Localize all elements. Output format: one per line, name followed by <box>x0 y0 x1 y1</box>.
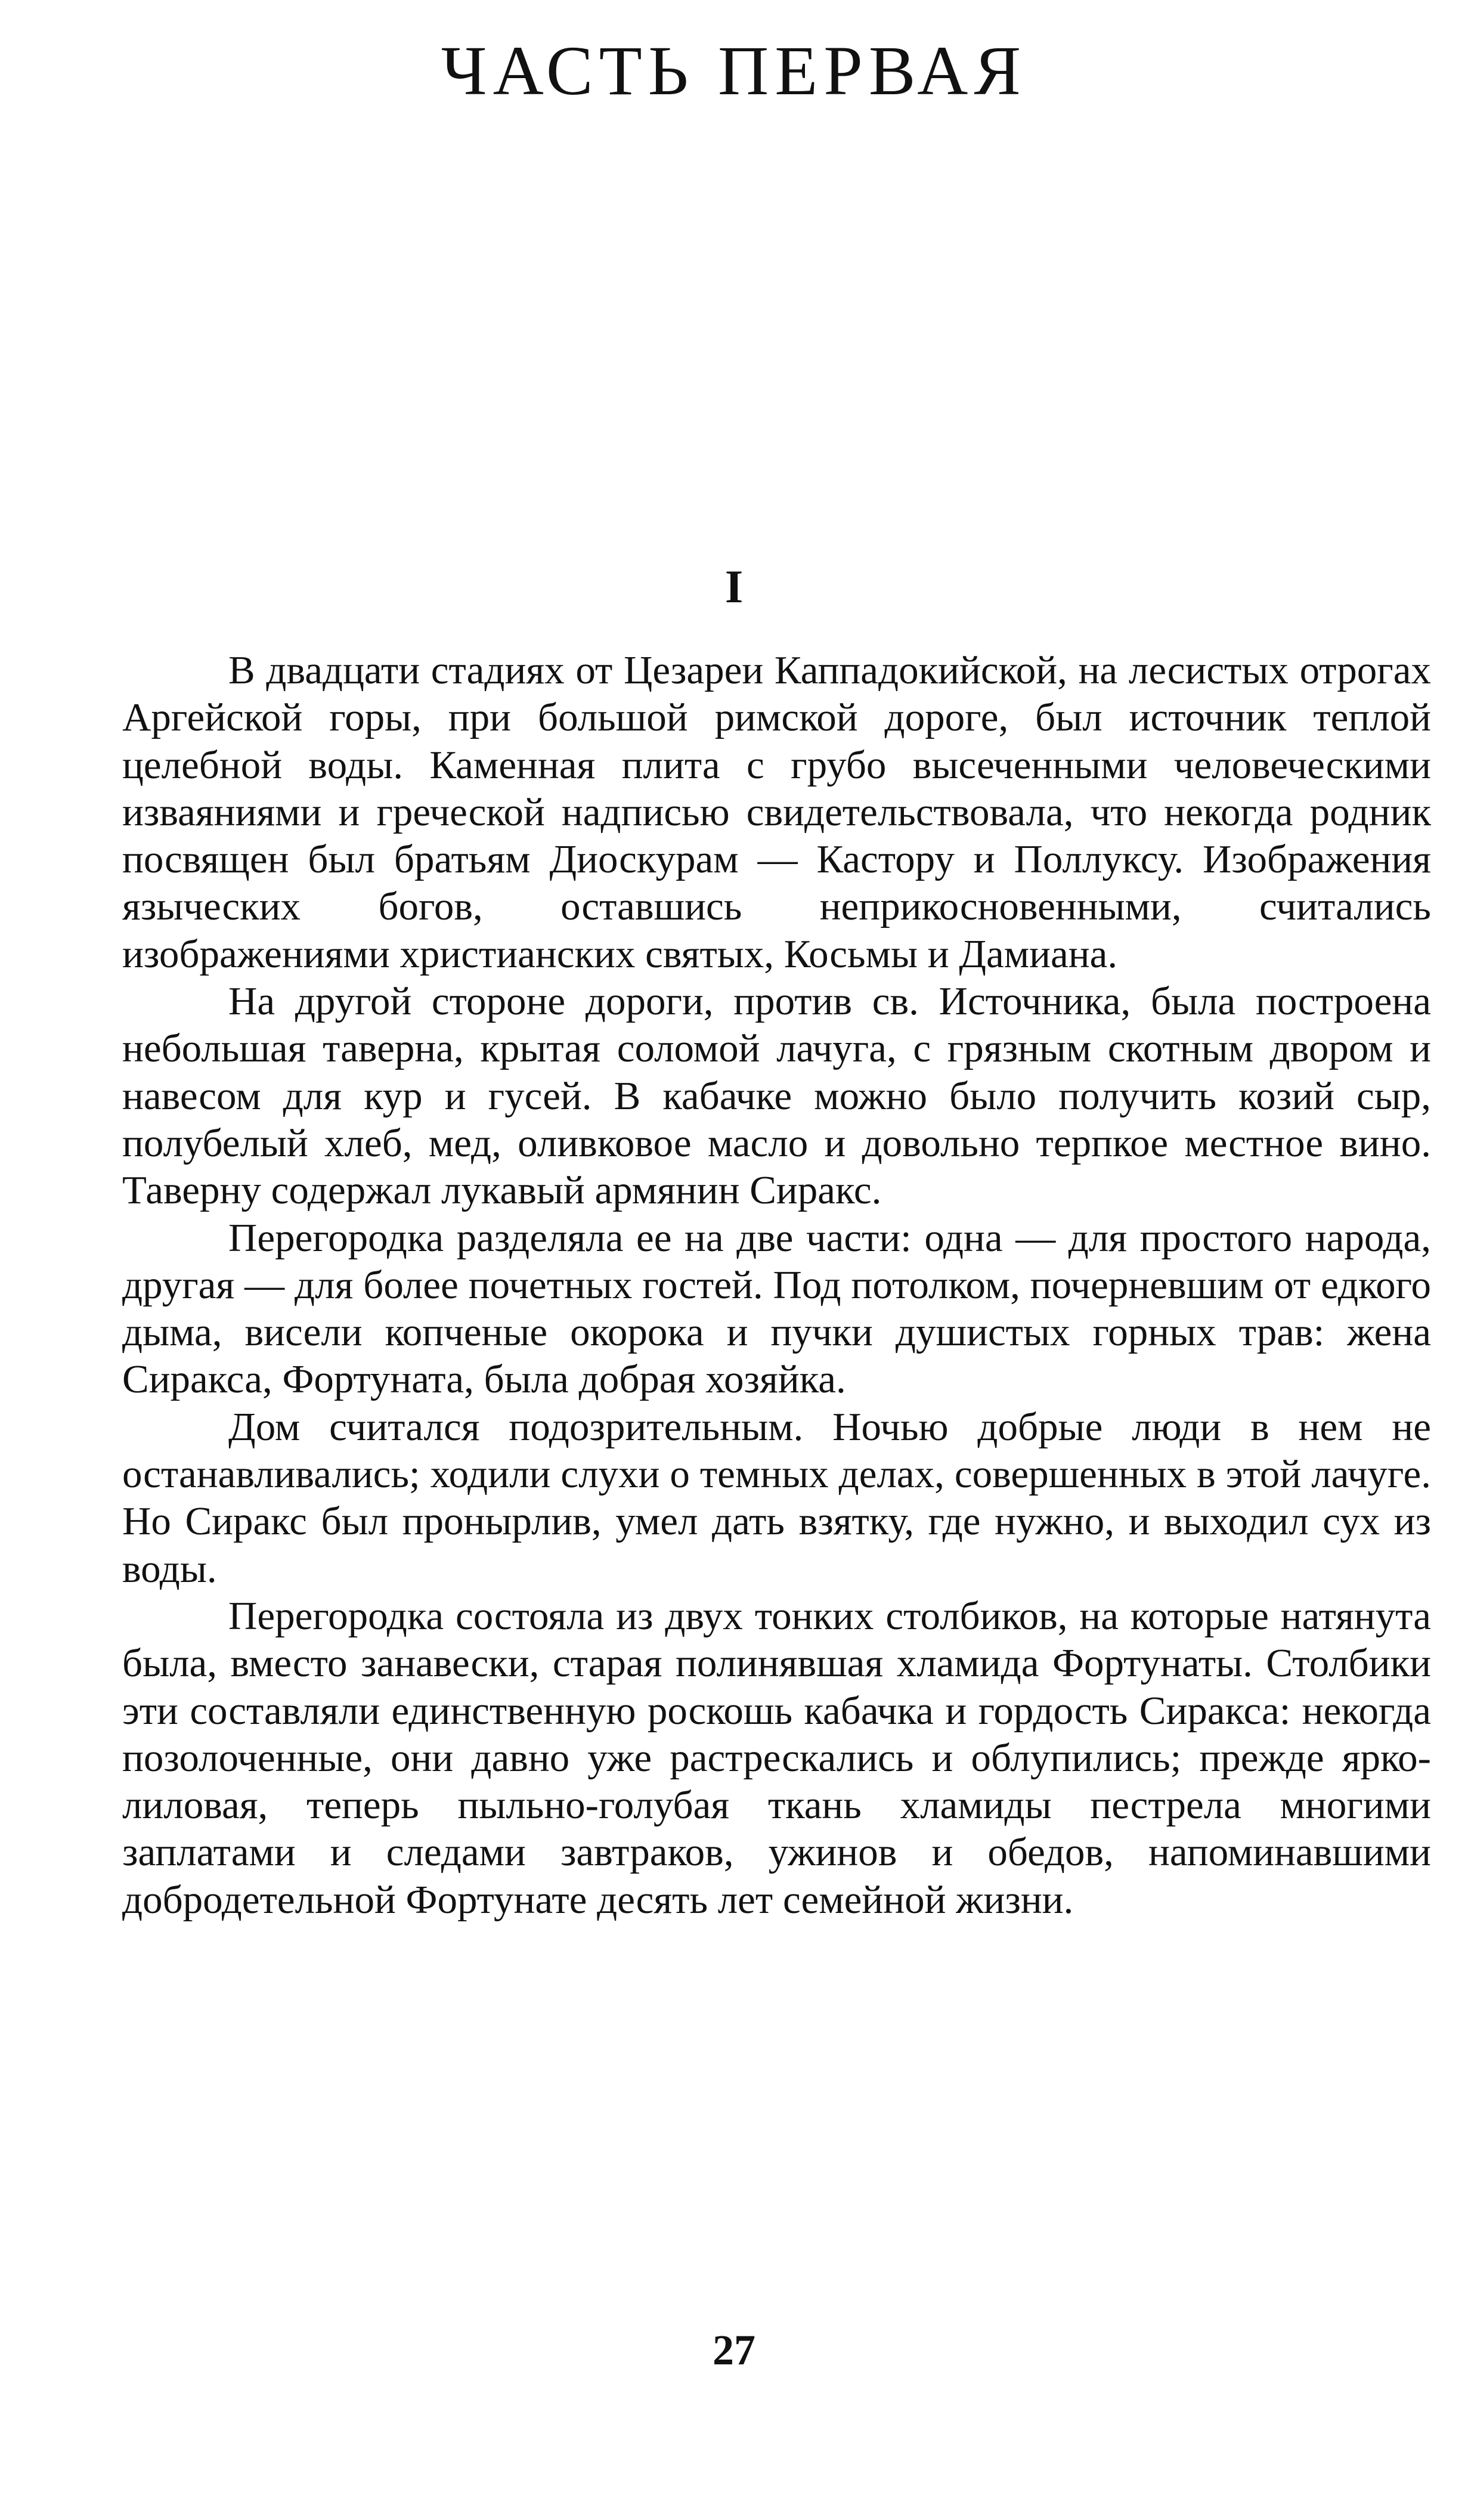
paragraph-3: Перегородка разделяла ее на две части: одна — для простого народа, другая — для более почетных гостей. Под потолком, почерневшим от едкого дыма, висели копченые окорока и пучки душистых горных трав: жена Сиракса, Фортуната, была добрая хозяйка. <box>122 1215 1431 1402</box>
page-number: 27 <box>713 2326 755 2374</box>
part-title: ЧАСТЬ ПЕРВАЯ <box>441 32 1027 110</box>
paragraph-1: В двадцати стадиях от Цезареи Каппадокийской, на лесистых отрогах Аргейской горы, при большой римской дороге, был источник теплой целебной воды. Каменная плита с грубо высеченными человеческими изваяниями и греческой надписью свидетельствовала, что некогда родник посвящен был братьям Диоскурам — Кастору и Поллуксу. Изображения языческих богов, оставшись неприкосновенными, считались изображениями христианских святых, Косьмы и Дамиана. <box>122 648 1431 976</box>
chapter-number: I <box>724 561 744 612</box>
paragraph-4: Дом считался подозрительным. Ночью добрые люди в нем не останавливались; ходили слухи о темных делах, совершенных в этой лачуге. Но Сиракс был пронырлив, умел дать взятку, где нужно, и выходил сух из воды. <box>122 1404 1431 1591</box>
paragraph-5: Перегородка состояла из двух тонких столбиков, на которые натянута была, вместо занавески, старая полинявшая хламида Фортунаты. Столбики эти составляли единственную роскошь кабачка и гордость Сиракса: некогда позолоченные, они давно уже растрескались и облупились; прежде ярко-лиловая, теперь пыльно-голубая ткань хламиды пестрела многими заплатами и следами завтраков, ужинов и обедов, напоминавшими добродетельной Фортунате десять лет семейной жизни. <box>122 1593 1431 1922</box>
body-text <box>122 647 1431 1924</box>
paragraph-2: На другой стороне дороги, против св. Источника, была построена небольшая таверна, крытая соломой лачуга, с грязным скотным двором и навесом для кур и гусей. В кабачке можно было получить козий сыр, полубелый хлеб, мед, оливковое масло и довольно терпкое местное вино. Таверну содержал лукавый армянин Сиракс. <box>122 979 1431 1213</box>
